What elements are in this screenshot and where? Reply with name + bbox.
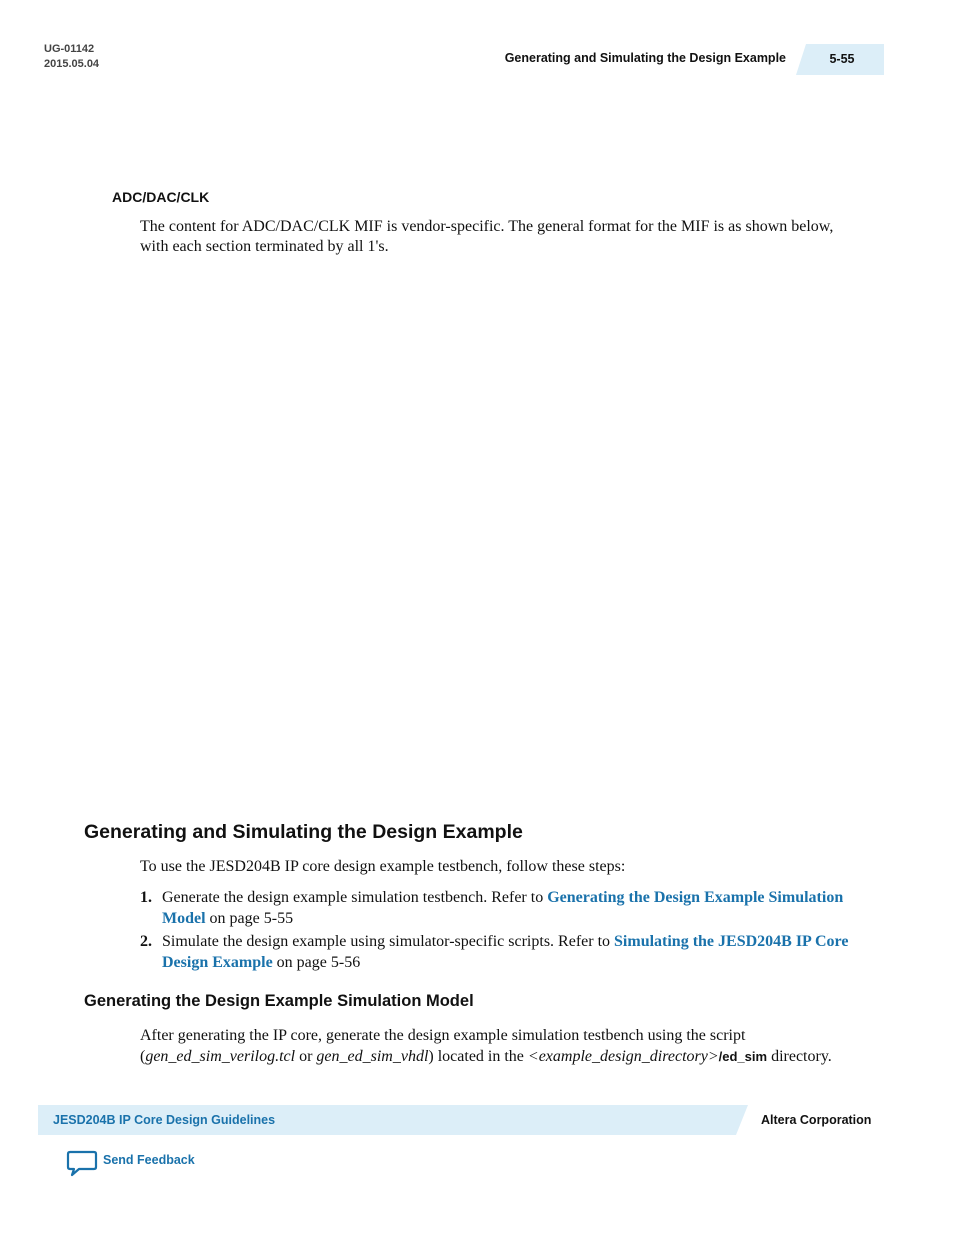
script-vhdl: gen_ed_sim_vhdl bbox=[316, 1048, 429, 1065]
footer-band bbox=[38, 1105, 748, 1135]
step-number: 1. bbox=[140, 889, 152, 906]
adc-dac-clk-paragraph: The content for ADC/DAC/CLK MIF is vendor-specific. The general format for the MIF is as shown below, with each section terminated by all 1's. bbox=[140, 218, 834, 255]
document-id-block bbox=[44, 42, 99, 72]
intro-paragraph: To use the JESD204B IP core design example testbench, follow these steps: bbox=[140, 858, 626, 875]
header-section-title: Generating and Simulating the Design Example bbox=[504, 51, 786, 65]
speech-bubble-icon bbox=[66, 1150, 98, 1178]
subsection-heading: Generating the Design Example Simulation Model bbox=[84, 992, 474, 1010]
directory-placeholder: <example_design_directory> bbox=[527, 1048, 719, 1065]
step-link-simulating-example[interactable]: Simulating the JESD204B IP Core Design Example bbox=[162, 933, 849, 971]
footer-doc-title: JESD204B IP Core Design Guidelines bbox=[53, 1113, 276, 1127]
step-text: Simulate the design example using simulator-specific scripts. Refer to Simulating the JESD204B IP Core Design Example on page 5-56 bbox=[162, 933, 849, 971]
send-feedback-label[interactable]: Send Feedback bbox=[103, 1153, 195, 1167]
page-number-tab bbox=[796, 44, 884, 75]
directory-suffix: /ed_sim bbox=[718, 1049, 768, 1064]
step-link-generating-model[interactable]: Generating the Design Example Simulation Model bbox=[162, 889, 844, 927]
list-item bbox=[140, 932, 870, 973]
document-id: UG-01142 bbox=[44, 43, 95, 55]
subsection-paragraph: After generating the IP core, generate the design example simulation testbench using the script (gen_ed_sim_verilog.tcl or gen_ed_sim_vhdl) located in the <example_design_directory>/ed_sim directory. bbox=[140, 1027, 832, 1065]
step-text: Generate the design example simulation testbench. Refer to Generating the Design Example Simulation Model on page 5-55 bbox=[162, 889, 844, 927]
script-verilog: gen_ed_sim_verilog.tcl bbox=[145, 1048, 296, 1065]
footer-company: Altera Corporation bbox=[761, 1113, 872, 1127]
section-heading: Generating and Simulating the Design Example bbox=[84, 821, 523, 843]
list-item bbox=[140, 888, 870, 929]
adc-dac-clk-heading: ADC/DAC/CLK bbox=[112, 189, 210, 205]
step-number: 2. bbox=[140, 933, 152, 950]
document-date: 2015.05.04 bbox=[44, 58, 100, 70]
page-number: 5-55 bbox=[829, 52, 855, 66]
